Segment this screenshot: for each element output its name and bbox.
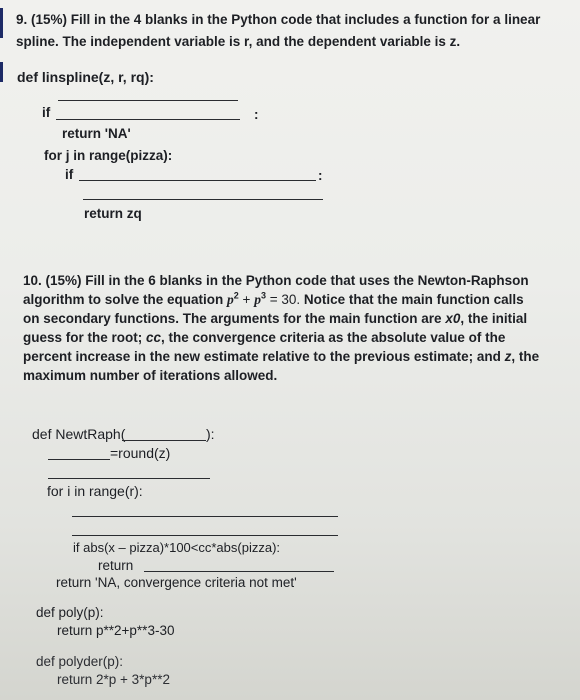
q10-blank-5[interactable] [72, 535, 338, 536]
q9-blank-1[interactable] [58, 100, 238, 101]
q10-return-poly: return p**2+p**3-30 [57, 623, 175, 638]
q10-prompt-line4: guess for the root; cc, the convergence criteria as the absolute value of the [23, 330, 506, 345]
q10-blank-4[interactable] [72, 516, 338, 517]
q9-blank-2[interactable] [56, 119, 240, 120]
q9-if2-keyword: if [65, 167, 74, 182]
q10-def-newtraph-end: ): [206, 426, 215, 442]
q9-colon: : [254, 107, 259, 122]
q10-prompt-line3: on secondary functions. The arguments for the main function are x0, the initial [23, 311, 528, 326]
q10-def-poly: def poly(p): [36, 605, 104, 620]
q10-blank-2[interactable] [48, 459, 110, 460]
q9-return-zq: return zq [84, 206, 142, 221]
q9-if-keyword: if [42, 105, 51, 120]
margin-bar [0, 8, 3, 38]
q9-def-line: def linspline(z, r, rq): [17, 69, 154, 85]
q9-prompt-line1: 9. (15%) Fill in the 4 blanks in the Python code that includes a function for a linear [16, 12, 541, 27]
q10-def-polyder: def polyder(p): [36, 654, 124, 669]
q10-blank-3[interactable] [48, 478, 210, 479]
q10-return-kw: return [98, 558, 134, 573]
q10-def-newtraph: def NewtRaph( [32, 426, 126, 442]
q10-blank-1[interactable] [122, 440, 206, 441]
q10-return-polyder: return 2*p + 3*p**2 [57, 672, 170, 687]
q9-colon2: : [318, 168, 323, 183]
q10-prompt-line2: algorithm to solve the equation $p^2 + p^3 = 30$. Notice that the main function calls [23, 290, 524, 307]
margin-bar [0, 62, 3, 82]
q10-round-line: =round(z) [110, 445, 171, 461]
q9-for-line: for j in range(pizza): [44, 148, 173, 163]
q10-prompt-line1: 10. (15%) Fill in the 6 blanks in the Python code that uses the Newton-Raphson [23, 273, 529, 288]
q9-blank-4[interactable] [83, 199, 323, 200]
q9-prompt-line2: spline. The independent variable is r, and the dependent variable is z. [16, 34, 461, 49]
q10-prompt-line6: maximum number of iterations allowed. [23, 368, 278, 383]
q9-blank-3[interactable] [79, 180, 316, 181]
q10-for-line: for i in range(r): [47, 483, 143, 499]
q10-prompt-line5: percent increase in the new estimate relative to the previous estimate; and z, the [23, 349, 540, 364]
q10-return-na: return 'NA, convergence criteria not met' [56, 575, 297, 590]
q10-if-line: if abs(x – pizza)*100<cc*abs(pizza): [73, 540, 281, 555]
q10-blank-6[interactable] [144, 571, 334, 572]
q9-return-na: return 'NA' [62, 126, 131, 141]
